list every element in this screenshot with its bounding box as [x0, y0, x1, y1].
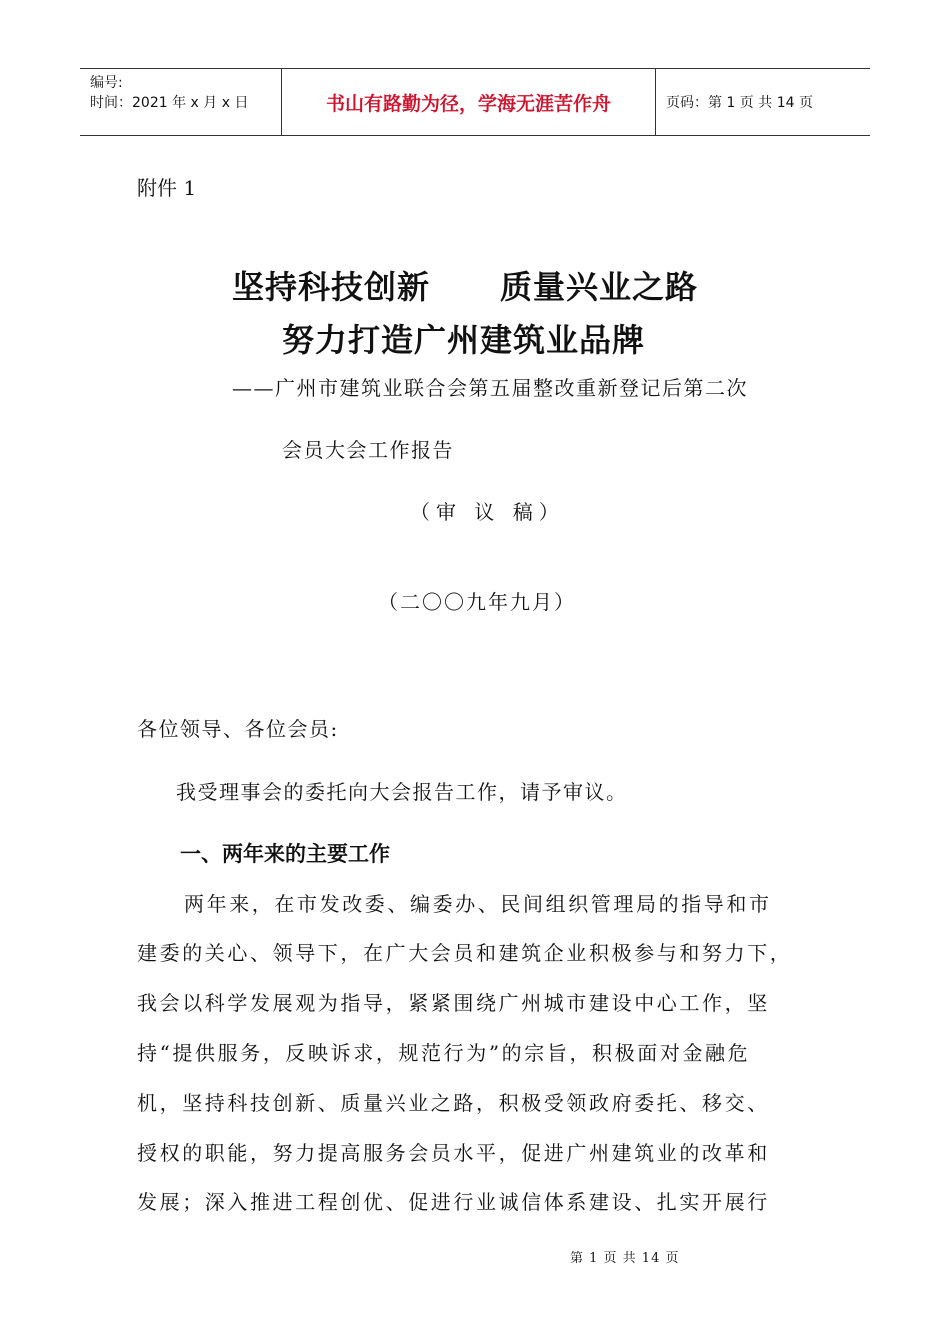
subtitle-line-1: ——广州市建筑业联合会第五届整改重新登记后第二次: [232, 376, 748, 400]
title-line-1: [232, 262, 698, 308]
draft-note: （审 议 稿）: [410, 500, 565, 524]
document-date: （二〇〇九年九月）: [378, 590, 576, 614]
header-page-code: 页码：第 1 页 共 14 页: [666, 95, 813, 111]
document-number-label: 编号:: [90, 75, 123, 91]
subtitle-line-2: 会员大会工作报告: [282, 438, 454, 462]
header-motto: 书山有路勤为径，学海无涯苦作舟: [325, 92, 611, 115]
body-line: 两年来，在市发改委、编委办、民间组织管理局的指导和市: [184, 892, 772, 916]
header-motto-cell: [282, 69, 656, 135]
title-part-1: 坚持科技创新: [232, 268, 431, 306]
body-line: 机，坚持科技创新、质量兴业之路，积极受领政府委托、移交、: [137, 1091, 770, 1115]
body-line: 持“提供服务，反映诉求，规范行为”的宗旨，积极面对金融危: [137, 1041, 751, 1065]
header-table: [80, 68, 870, 136]
attachment-label: 附件 1: [137, 176, 197, 200]
section-heading: 一、两年来的主要工作: [180, 842, 390, 866]
document-time-label: 时间：2021 年 x 月 x 日: [90, 95, 249, 111]
body-line: 发展；深入推进工程创优、促进行业诚信体系建设、扎实开展行: [137, 1190, 770, 1214]
header-meta-cell: [80, 69, 282, 135]
footer-page-number: 第 1 页 共 14 页: [570, 1251, 680, 1266]
intro-paragraph: 我受理事会的委托向大会报告工作，请予审议。: [176, 780, 628, 804]
title-line-2: 努力打造广州建筑业品牌: [282, 321, 646, 359]
greeting: 各位领导、各位会员:: [137, 717, 339, 741]
title-part-2: 质量兴业之路: [500, 268, 699, 306]
body-line: 授权的职能，努力提高服务会员水平，促进广州建筑业的改革和: [137, 1141, 770, 1165]
header-page-cell: [656, 69, 870, 135]
body-line: 我会以科学发展观为指导，紧紧围绕广州城市建设中心工作，坚: [137, 991, 770, 1015]
body-line: 建委的关心、领导下，在广大会员和建筑企业积极参与和努力下，: [137, 941, 793, 965]
